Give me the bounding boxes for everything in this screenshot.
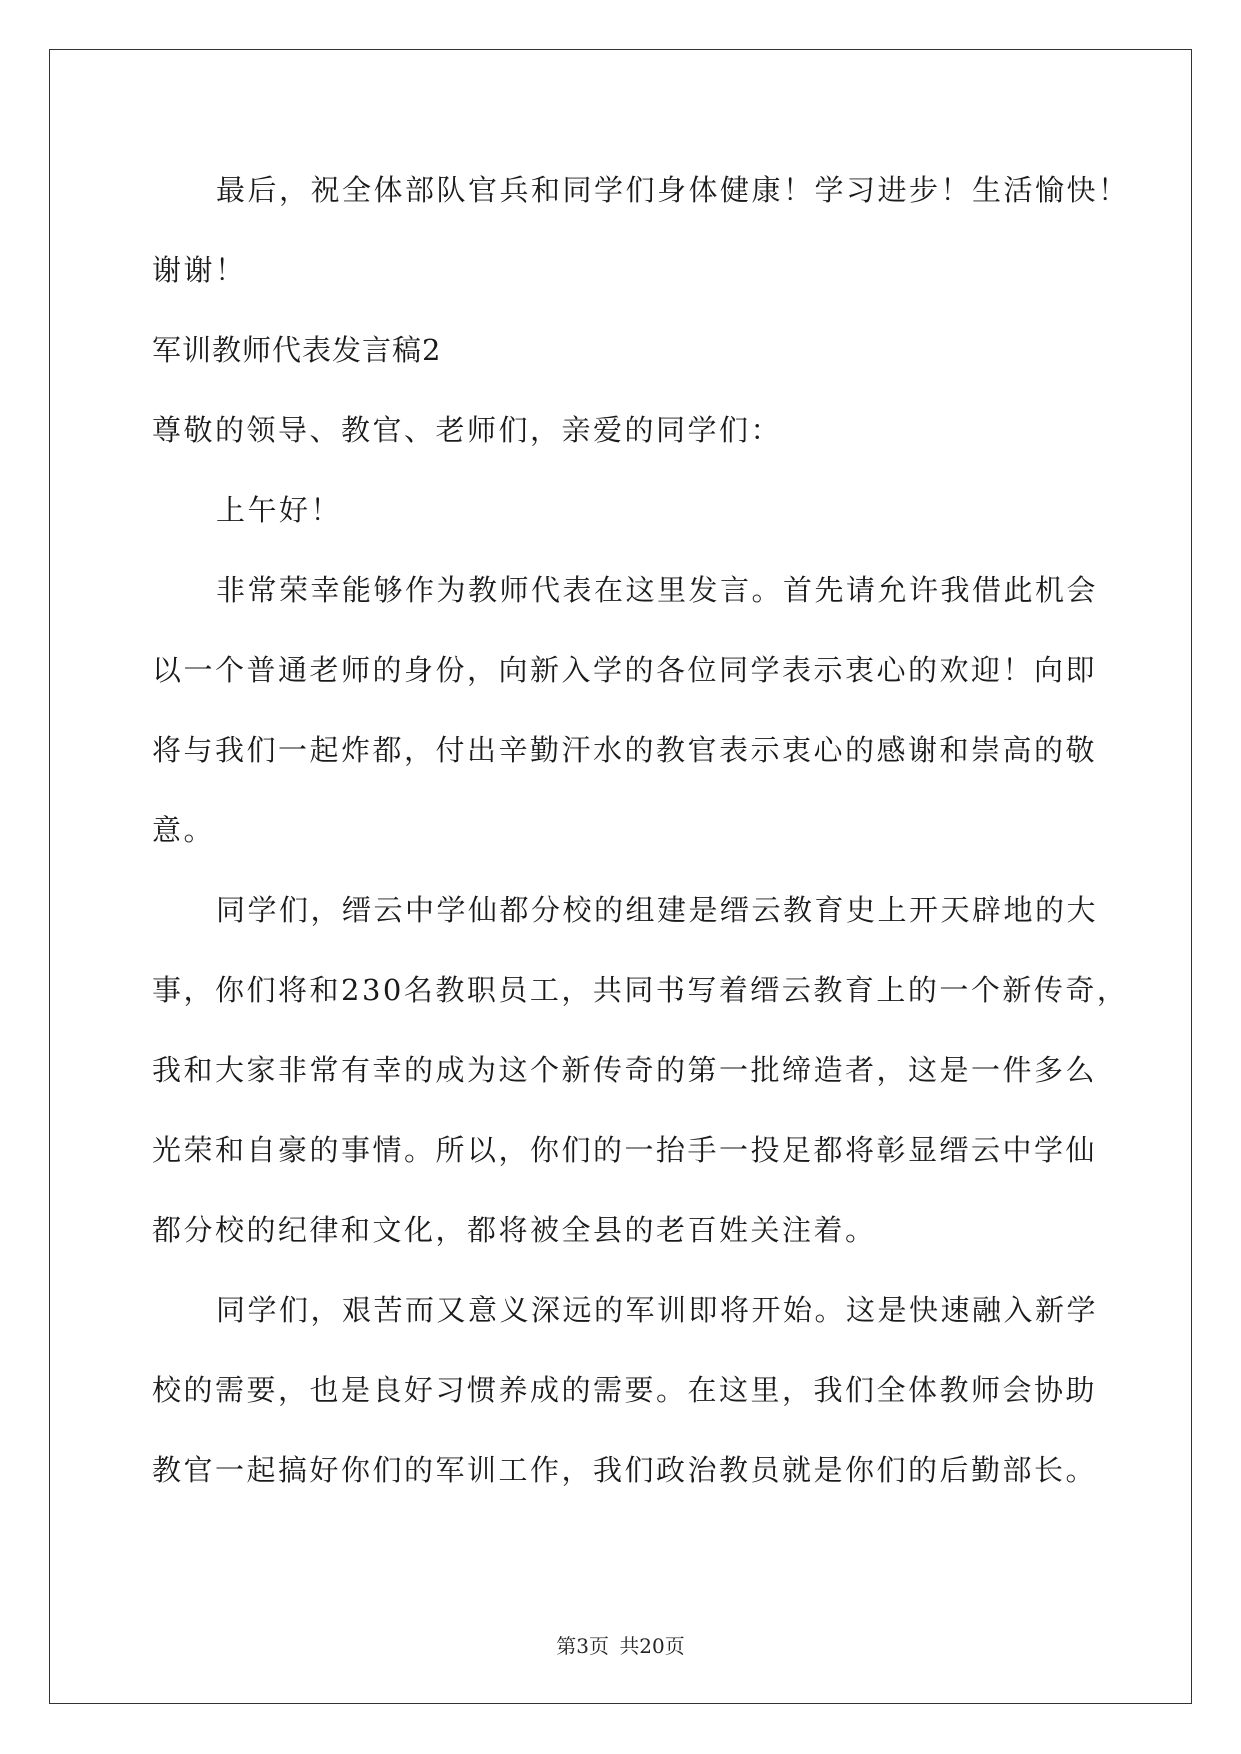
paragraph-line: 我和大家非常有幸的成为这个新传奇的第一批缔造者，这是一件多么 bbox=[152, 1053, 1098, 1087]
paragraph-line: 非常荣幸能够作为教师代表在这里发言。首先请允许我借此机会 bbox=[216, 573, 1099, 607]
page-number: 第3页 bbox=[556, 1634, 609, 1658]
paragraph-line: 事，你们将和230名教职员工，共同书写着缙云教育上的一个新传奇， bbox=[152, 973, 1129, 1007]
paragraph-line: 以一个普通老师的身份，向新入学的各位同学表示衷心的欢迎！向即 bbox=[152, 653, 1098, 687]
paragraph-line: 谢谢！ bbox=[152, 253, 247, 287]
paragraph-line: 意。 bbox=[152, 813, 216, 847]
paragraph-line: 将与我们一起炸都，付出辛勤汗水的教官表示衷心的感谢和崇高的敬 bbox=[152, 733, 1098, 767]
paragraph-line: 光荣和自豪的事情。所以，你们的一抬手一投足都将彰显缙云中学仙 bbox=[152, 1133, 1098, 1167]
page-total: 共20页 bbox=[619, 1634, 685, 1658]
paragraph-line: 最后，祝全体部队官兵和同学们身体健康！学习进步！生活愉快！ bbox=[216, 173, 1130, 207]
paragraph-line: 校的需要，也是良好习惯养成的需要。在这里，我们全体教师会协助 bbox=[152, 1373, 1098, 1407]
section-title: 军训教师代表发言稿2 bbox=[152, 333, 442, 367]
document-body bbox=[152, 150, 1130, 1510]
paragraph-line: 都分校的纪律和文化，都将被全县的老百姓关注着。 bbox=[152, 1213, 877, 1247]
paragraph-line: 教官一起搞好你们的军训工作，我们政治教员就是你们的后勤部长。 bbox=[152, 1453, 1098, 1487]
page-footer bbox=[0, 1630, 1241, 1659]
paragraph-line: 同学们，艰苦而又意义深远的军训即将开始。这是快速融入新学 bbox=[216, 1293, 1099, 1327]
greeting: 上午好！ bbox=[216, 493, 343, 527]
salutation: 尊敬的领导、教官、老师们，亲爱的同学们： bbox=[152, 413, 783, 447]
paragraph-line: 同学们，缙云中学仙都分校的组建是缙云教育史上开天辟地的大 bbox=[216, 893, 1099, 927]
